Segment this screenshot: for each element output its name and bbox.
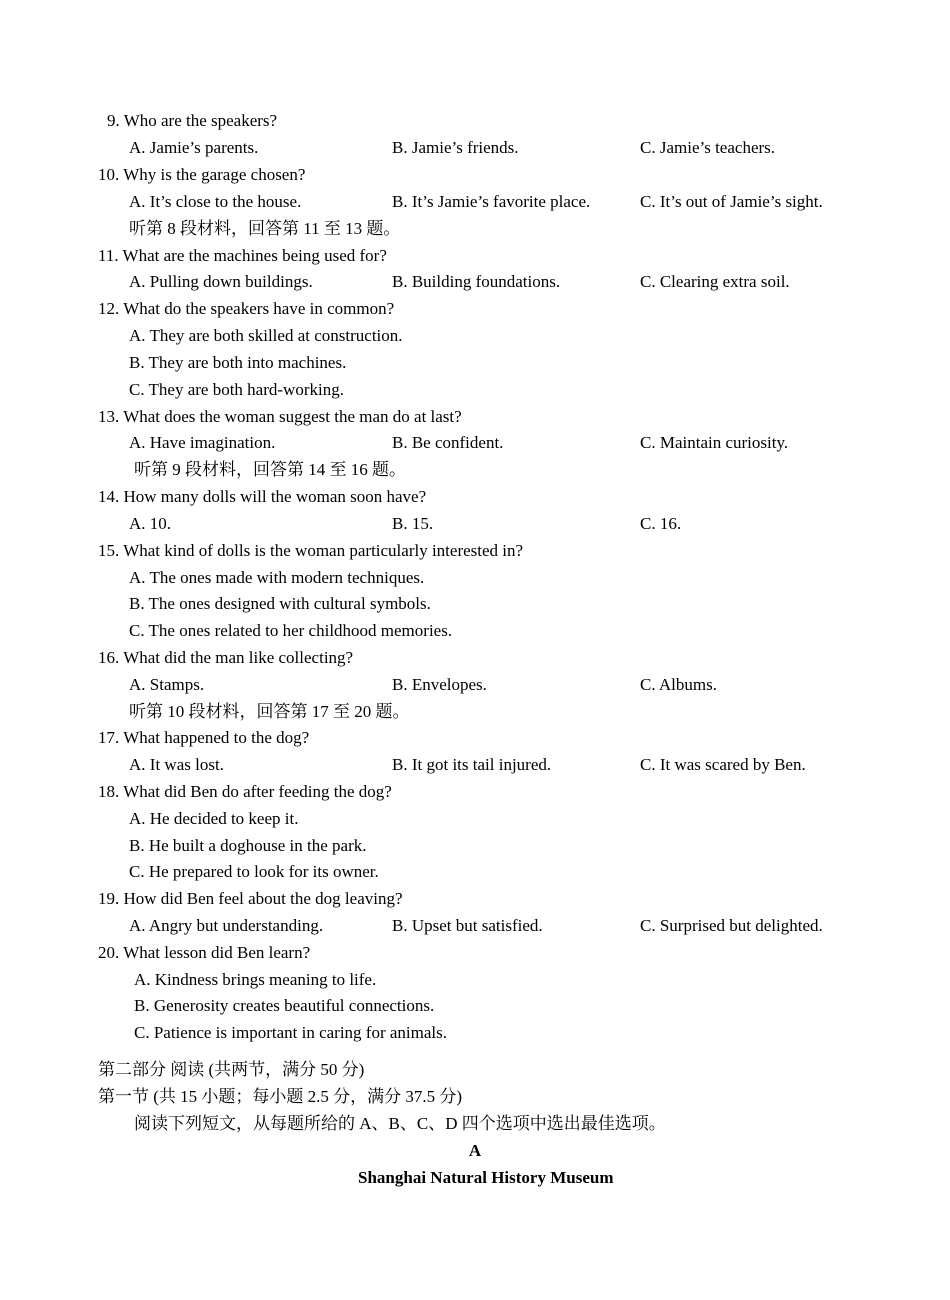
- q9-option-c: C. Jamie’s teachers.: [640, 138, 776, 157]
- q12-option-b: B. They are both into machines.: [129, 353, 347, 372]
- q19-option-b: B. Upset but satisfied.: [392, 916, 543, 935]
- question-16: 16. What did the man like collecting?: [98, 648, 354, 667]
- reading-directions: 阅读下列短文，从每题所给的 A、B、C、D 四个选项中选出最佳选项。: [134, 1114, 666, 1133]
- instruction-segment-9: 听第 9 段材料，回答第 14 至 16 题。: [134, 460, 406, 479]
- q18-option-b: B. He built a doghouse in the park.: [129, 836, 367, 855]
- q14-option-c: C. 16.: [640, 514, 682, 533]
- question-9: 9. Who are the speakers?: [107, 111, 278, 130]
- question-19: 19. How did Ben feel about the dog leaving?: [98, 889, 403, 908]
- q13-option-c: C. Maintain curiosity.: [640, 433, 789, 452]
- instruction-segment-10: 听第 10 段材料，回答第 17 至 20 题。: [129, 702, 410, 721]
- q10-option-b: B. It’s Jamie’s favorite place.: [392, 192, 591, 211]
- question-18: 18. What did Ben do after feeding the dog?: [98, 782, 392, 801]
- instruction-segment-8: 听第 8 段材料，回答第 11 至 13 题。: [129, 219, 401, 238]
- q11-option-b: B. Building foundations.: [392, 272, 561, 291]
- q15-option-c: C. The ones related to her childhood memories.: [129, 621, 453, 640]
- q13-option-a: A. Have imagination.: [129, 433, 276, 452]
- q16-option-a: A. Stamps.: [129, 675, 205, 694]
- section-1-heading: 第一节 (共 15 小题；每小题 2.5 分，满分 37.5 分): [98, 1087, 463, 1106]
- q11-option-a: A. Pulling down buildings.: [129, 272, 313, 291]
- q11-option-c: C. Clearing extra soil.: [640, 272, 790, 291]
- q12-option-c: C. They are both hard-working.: [129, 380, 344, 399]
- question-17: 17. What happened to the dog?: [98, 728, 310, 747]
- question-11: 11. What are the machines being used for?: [98, 246, 387, 265]
- part-2-heading: 第二部分 阅读 (共两节，满分 50 分): [98, 1060, 365, 1079]
- q19-option-a: A. Angry but understanding.: [129, 916, 324, 935]
- q13-option-b: B. Be confident.: [392, 433, 504, 452]
- question-14: 14. How many dolls will the woman soon have?: [98, 487, 427, 506]
- passage-letter: A: [468, 1141, 482, 1160]
- q18-option-a: A. He decided to keep it.: [129, 809, 299, 828]
- q17-option-c: C. It was scared by Ben.: [640, 755, 806, 774]
- question-15: 15. What kind of dolls is the woman particularly interested in?: [98, 541, 524, 560]
- passage-title: Shanghai Natural History Museum: [358, 1168, 614, 1187]
- q19-option-c: C. Surprised but delighted.: [640, 916, 823, 935]
- q14-option-a: A. 10.: [129, 514, 172, 533]
- q15-option-b: B. The ones designed with cultural symbols.: [129, 594, 431, 613]
- q20-option-b: B. Generosity creates beautiful connections.: [134, 996, 435, 1015]
- q14-option-b: B. 15.: [392, 514, 434, 533]
- q20-option-c: C. Patience is important in caring for animals.: [134, 1023, 448, 1042]
- q12-option-a: A. They are both skilled at construction.: [129, 326, 403, 345]
- q17-option-b: B. It got its tail injured.: [392, 755, 552, 774]
- q9-option-a: A. Jamie’s parents.: [129, 138, 259, 157]
- question-10: 10. Why is the garage chosen?: [98, 165, 306, 184]
- q10-option-a: A. It’s close to the house.: [129, 192, 302, 211]
- q18-option-c: C. He prepared to look for its owner.: [129, 862, 379, 881]
- q17-option-a: A. It was lost.: [129, 755, 224, 774]
- q16-option-b: B. Envelopes.: [392, 675, 487, 694]
- question-20: 20. What lesson did Ben learn?: [98, 943, 311, 962]
- q15-option-a: A. The ones made with modern techniques.: [129, 568, 425, 587]
- q16-option-c: C. Albums.: [640, 675, 717, 694]
- question-12: 12. What do the speakers have in common?: [98, 299, 395, 318]
- q9-option-b: B. Jamie’s friends.: [392, 138, 519, 157]
- q20-option-a: A. Kindness brings meaning to life.: [134, 970, 377, 989]
- q10-option-c: C. It’s out of Jamie’s sight.: [640, 192, 823, 211]
- question-13: 13. What does the woman suggest the man do at last?: [98, 407, 462, 426]
